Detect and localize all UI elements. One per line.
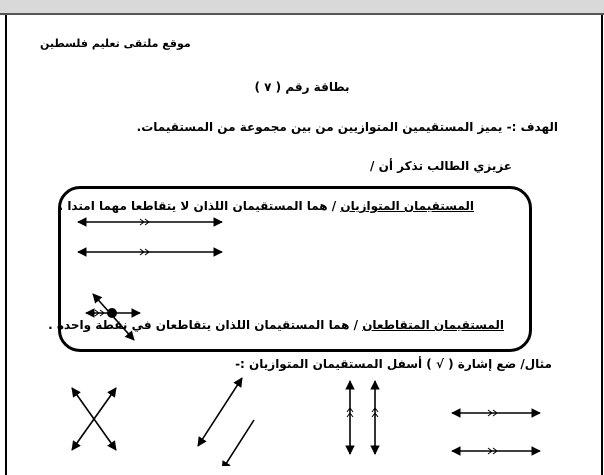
- card-title: بطاقة رقم ( ٧ ): [254, 80, 350, 94]
- parallel-lines-figure: [78, 219, 222, 255]
- intersection-point: [107, 308, 117, 318]
- parallel-text: / هما المستقيمان اللذان لا يتقاطعا مهما امتدا .: [58, 199, 341, 213]
- remember-line: عزيزي الطالب تذكر أن /: [370, 159, 512, 173]
- intersecting-text: / هما المستقيمان اللذان يتقاطعان في نقطة واحدة .: [48, 318, 363, 332]
- intersecting-term: المستقيمان المتقاطعان: [362, 318, 504, 332]
- site-name: موقع ملتقى تعليم فلسطين: [40, 37, 191, 50]
- example-vertical-parallel-lines: [347, 381, 378, 454]
- goal-label: الهدف :-: [506, 120, 558, 134]
- example-crossing-lines: [72, 388, 116, 450]
- example-instruction: مثال/ ضع إشارة ( √ ) أسفل المستقيمان المتوازيان :-: [235, 357, 552, 371]
- example-diagonal-parallel-lines: [198, 378, 254, 466]
- example-horizontal-parallel-lines: [452, 410, 540, 454]
- goal-text: يميز المستقيمين المتوازيين من بين مجموعة من المستقيمات.: [136, 120, 503, 134]
- parallel-term: المستقيمان المتوازيان: [340, 199, 474, 213]
